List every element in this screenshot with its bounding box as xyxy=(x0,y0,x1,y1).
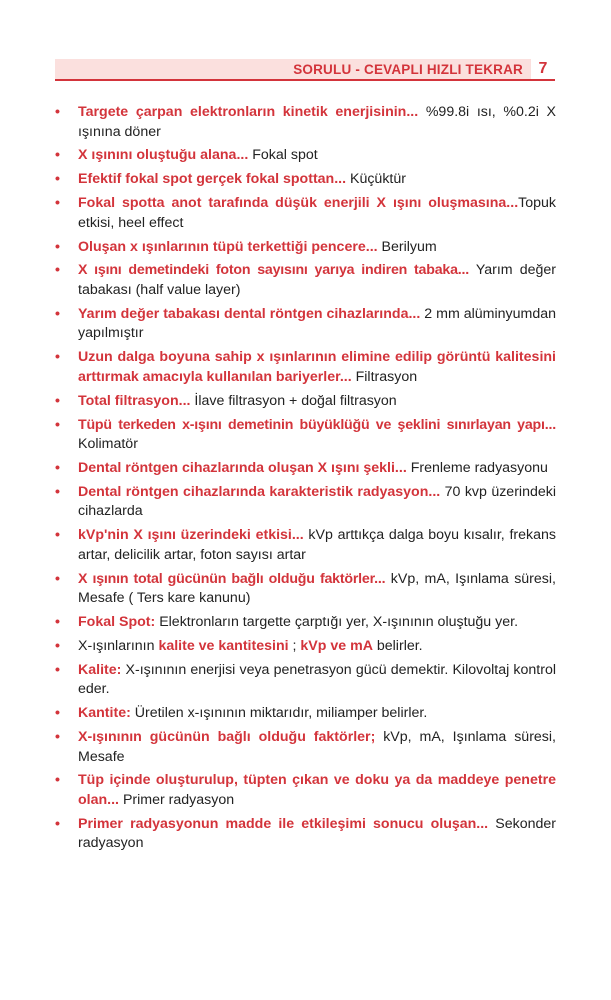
list-item xyxy=(55,170,556,190)
bullet-icon: • xyxy=(55,459,60,476)
bullet-icon: • xyxy=(55,262,60,279)
list-item xyxy=(55,771,556,810)
bullet-icon: • xyxy=(55,637,60,654)
header-title: SORULU - CEVAPLI HIZLI TEKRAR xyxy=(293,62,523,77)
answer-text: kVp, mA, Işınlama süresi, Mesafe xyxy=(78,729,556,765)
page-header xyxy=(55,59,555,81)
bullet-icon: • xyxy=(55,349,60,366)
question-text: X ışının total gücünün bağlı olduğu faktörler... xyxy=(78,570,386,587)
list-item xyxy=(55,661,556,700)
question-text: Uzun dalga boyuna sahip x ışınlarının elimine edilip görüntü kalitesini arttırmak amacıyla kullanılan bariyerler... xyxy=(78,349,556,385)
question-text: X ışınını oluştuğu alana... xyxy=(78,147,249,164)
bullet-icon: • xyxy=(55,392,60,409)
answer-text: Sekonder radyasyon xyxy=(78,815,556,852)
bullet-icon: • xyxy=(55,171,60,188)
list-item xyxy=(55,392,556,412)
answer-text: ; xyxy=(288,637,301,654)
bullet-icon: • xyxy=(55,195,60,212)
list-item xyxy=(55,416,556,455)
bullet-icon: • xyxy=(55,104,60,120)
bullet-icon: • xyxy=(55,772,60,789)
question-text: kalite ve kantitesini xyxy=(158,637,289,654)
question-text: Total filtrasyon... xyxy=(78,392,191,409)
answer-text: Topuk etkisi, heel effect xyxy=(78,195,556,231)
answer-text: Primer radyasyon xyxy=(119,791,235,808)
question-text: Dental röntgen cihazlarında karakteristik radyasyon... xyxy=(78,483,441,500)
bullet-icon: • xyxy=(55,147,60,164)
question-text: Dental röntgen cihazlarında oluşan X ışını şekli... xyxy=(78,459,407,476)
list-item xyxy=(55,194,556,233)
answer-text: Üretilen x-ışınının miktarıdır, miliamper belirler. xyxy=(130,705,428,722)
answer-text: Kolimatör xyxy=(78,436,138,453)
question-text: Tüp içinde oluşturulup, tüpten çıkan ve doku ya da maddeye penetre olan... xyxy=(78,772,556,808)
list-item xyxy=(55,483,556,522)
answer-text: Berilyum xyxy=(377,238,437,255)
bullet-icon: • xyxy=(55,238,60,255)
question-text: X ışını demetindeki foton sayısını yarıya indiren tabaka... xyxy=(78,262,470,279)
bullet-icon: • xyxy=(55,815,60,832)
bullet-icon: • xyxy=(55,661,60,678)
list-item xyxy=(55,305,556,344)
answer-text: kVp, mA, Işınlama süresi, Mesafe ( Ters kare kanunu) xyxy=(78,570,556,607)
question-text: Kalite: xyxy=(78,661,122,678)
question-text: kVp'nin X ışını üzerindeki etkisi... xyxy=(78,527,304,544)
list-item xyxy=(55,637,556,657)
bullet-icon: • xyxy=(55,570,60,587)
answer-text: belirler. xyxy=(372,637,423,654)
list-item xyxy=(55,261,556,300)
question-text: Kantite: xyxy=(78,705,131,722)
answer-text: 2 mm alüminyumdan yapılmıştır xyxy=(78,305,557,342)
answer-text: kVp arttıkça dalga boyu kısalır, frekans artar, delicilik artar, foton sayısı artar xyxy=(78,527,556,563)
question-text: Oluşan x ışınlarının tüpü terkettiği pencere... xyxy=(78,238,378,255)
bullet-icon: • xyxy=(55,483,60,500)
qa-list xyxy=(55,103,556,858)
bullet-icon: • xyxy=(55,305,60,322)
answer-text: 70 kvp üzerindeki cihazlarda xyxy=(78,483,556,520)
question-text: Fokal spotta anot tarafında düşük enerjili X ışını oluşmasına... xyxy=(78,195,519,212)
page-number: 7 xyxy=(531,59,555,79)
answer-text: Frenleme radyasyonu xyxy=(406,459,548,476)
answer-text: Yarım değer tabakası (half value layer) xyxy=(78,262,556,298)
bullet-icon: • xyxy=(55,416,60,433)
bullet-icon: • xyxy=(55,527,60,544)
question-text: Fokal Spot: xyxy=(78,613,156,630)
list-item xyxy=(55,238,556,258)
answer-text: %99.8i ısı, %0.2i X ışınına döner xyxy=(78,104,556,140)
question-text: Tüpü terkeden x-ışını demetinin büyüklüğü ve şeklini sınırlayan yapı... xyxy=(78,416,556,433)
question-text: Efektif fokal spot gerçek fokal spottan... xyxy=(78,171,347,188)
question-text: kVp ve mA xyxy=(300,637,373,654)
answer-text: Elektronların targette çarptığı yer, X-ışınının oluştuğu yer. xyxy=(155,613,519,630)
answer-text: İlave filtrasyon + doğal filtrasyon xyxy=(190,392,397,409)
bullet-icon: • xyxy=(55,705,60,722)
list-item xyxy=(55,728,556,767)
answer-text: X-ışınının enerjisi veya penetrasyon gücü demektir. Kilovoltaj kontrol eder. xyxy=(78,661,556,698)
answer-text: Fokal spot xyxy=(248,147,318,164)
question-text: X-ışınının gücünün bağlı olduğu faktörler; xyxy=(78,729,376,746)
list-item xyxy=(55,613,556,633)
list-item xyxy=(55,348,556,387)
question-text: Targete çarpan elektronların kinetik enerjisinin... xyxy=(78,104,419,120)
list-item xyxy=(55,526,556,565)
answer-text: Küçüktür xyxy=(346,171,406,188)
answer-text: Filtrasyon xyxy=(351,368,418,385)
list-item xyxy=(55,459,556,479)
bullet-icon: • xyxy=(55,729,60,746)
question-text: Primer radyasyonun madde ile etkileşimi sonucu oluşan... xyxy=(78,815,489,832)
answer-text: X-ışınlarının xyxy=(78,637,159,654)
list-item xyxy=(55,146,556,166)
list-item xyxy=(55,103,556,142)
list-item xyxy=(55,704,556,724)
bullet-icon: • xyxy=(55,613,60,630)
list-item xyxy=(55,815,556,854)
list-item xyxy=(55,570,556,609)
question-text: Yarım değer tabakası dental röntgen cihazlarında... xyxy=(78,305,421,322)
